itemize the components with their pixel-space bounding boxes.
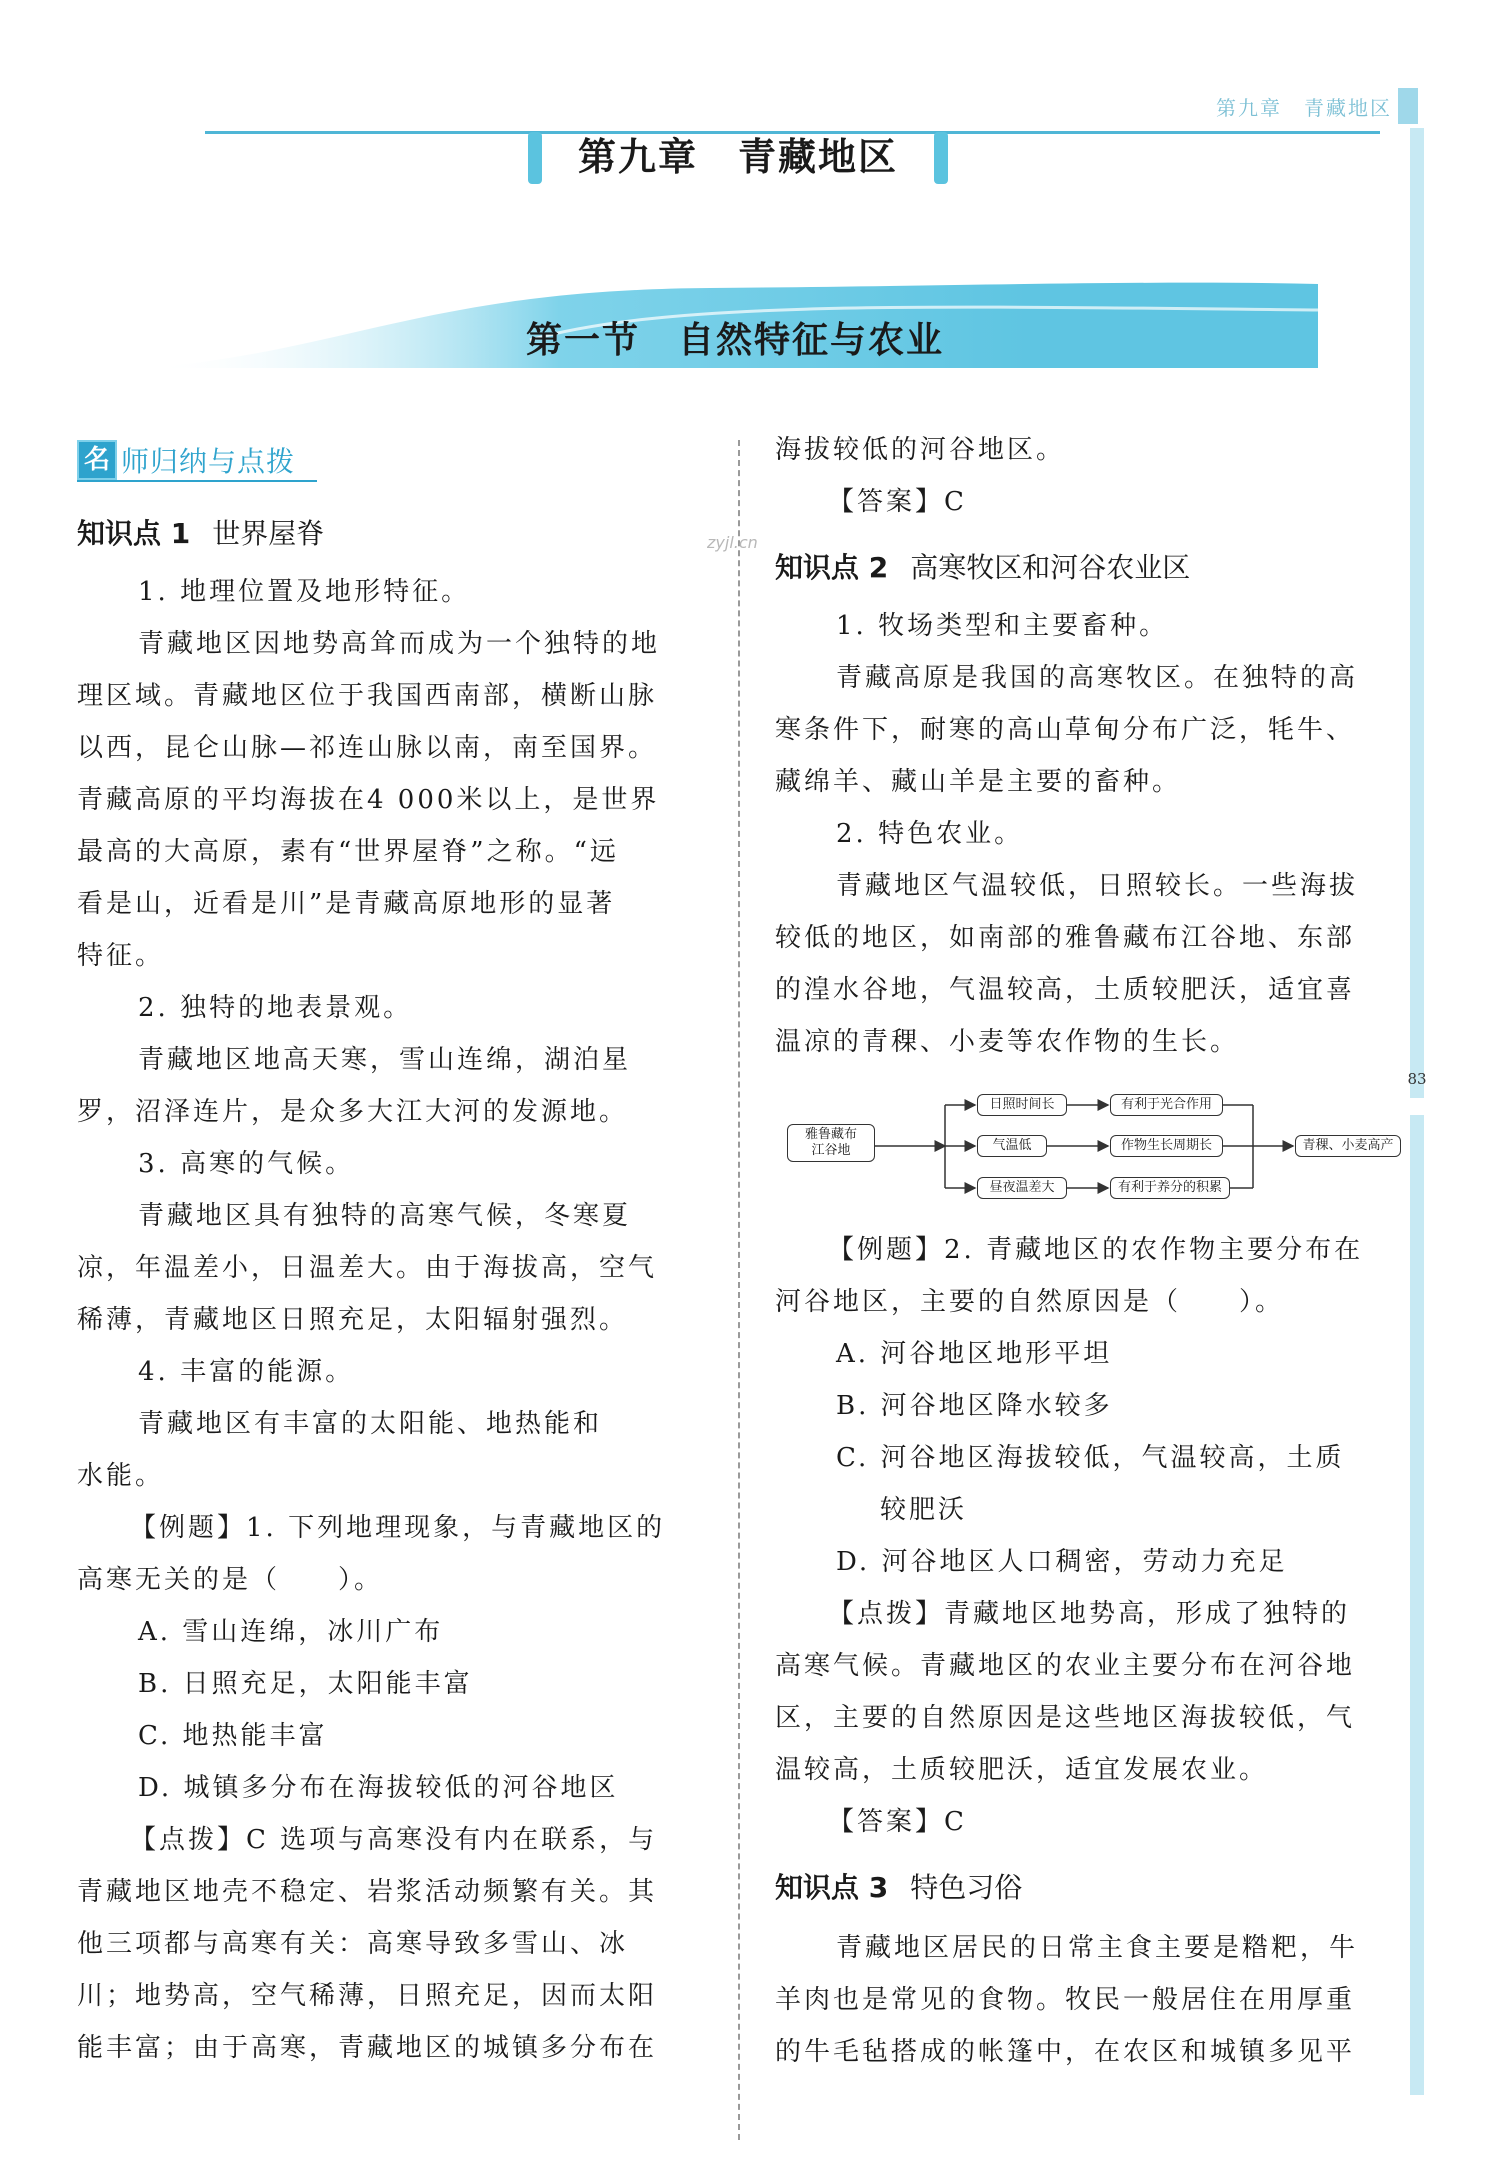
left-line: 以西，昆仑山脉—祁连山脉以南，南至国界。 [77, 733, 658, 763]
right-line: 2. 特色农业。 [836, 819, 1024, 849]
mingshi-badge: 名 [77, 440, 117, 480]
left-line: 特征。 [77, 941, 165, 971]
kp-title: 高寒牧区和河谷农业区 [910, 551, 1191, 584]
left-line: 青藏高原的平均海拔在4 000米以上，是世界 [77, 785, 660, 815]
margin-bar-top [1410, 128, 1424, 1098]
flow-source [787, 1124, 875, 1162]
left-line: 水能。 [77, 1461, 165, 1491]
right-cont-line: 海拔较低的河谷地区。 [775, 435, 1066, 465]
left-line: 青藏地区有丰富的太阳能、地热能和 [138, 1409, 603, 1439]
dianbo-1 [130, 1822, 657, 1858]
dianbo-tag: 【点拨】 [828, 1599, 945, 1629]
option-c: C. 河谷地区海拔较低，气温较高，土质 [836, 1443, 1345, 1473]
right-line: 羊肉也是常见的食物。牧民一般居住在用厚重 [775, 1985, 1356, 2015]
answer-1 [828, 484, 967, 520]
left-line: 罗，沼泽连片，是众多大江大河的发源地。 [77, 1097, 629, 1127]
answer-tag: 【答案】 [828, 1807, 945, 1837]
kp-label: 知识点 2 [775, 551, 889, 584]
dianbo-2 [828, 1596, 1350, 1632]
example-text: 2. 青藏地区的农作物主要分布在 [944, 1235, 1364, 1265]
right-line: 藏绵羊、藏山羊是主要的畜种。 [775, 767, 1182, 797]
answer-tag: 【答案】 [828, 487, 945, 517]
left-line: 稀薄，青藏地区日照充足，太阳辐射强烈。 [77, 1305, 629, 1335]
section-title: 第一节 自然特征与农业 [525, 320, 944, 361]
flow-effect-nutrients: 有利于养分的积累 [1110, 1177, 1230, 1199]
left-line: 3. 高寒的气候。 [138, 1149, 355, 1179]
flow-source-line1: 雅鲁藏布 [804, 1127, 857, 1142]
right-line: 青藏地区气温较低，日照较长。一些海拔 [836, 871, 1359, 901]
knowledge-point-3 [775, 1866, 1022, 1906]
right-line: 的湟水谷地，气温较高，土质较肥沃，适宜喜 [775, 975, 1356, 1005]
answer-value: C [944, 1807, 967, 1837]
dianbo-line: 他三项都与高寒有关：高寒导致多雪山、冰 [77, 1929, 629, 1959]
header-tab [1398, 88, 1418, 124]
flow-factor-sunshine: 日照时间长 [977, 1094, 1067, 1116]
option-c: C. 地热能丰富 [138, 1721, 328, 1751]
mingshi-heading [77, 440, 295, 480]
flow-diagram [785, 1080, 1400, 1220]
left-line: 最高的大高原，素有“世界屋脊”之称。“远 [77, 837, 619, 867]
dianbo-tag: 【点拨】 [130, 1825, 247, 1855]
left-line: 理区域。青藏地区位于我国西南部，横断山脉 [77, 681, 658, 711]
flow-source-line2: 江谷地 [811, 1143, 851, 1158]
right-line: 寒条件下，耐寒的高山草甸分布广泛，牦牛、 [775, 715, 1356, 745]
option-a: A. 雪山连绵，冰川广布 [138, 1617, 444, 1647]
kp-title: 世界屋脊 [212, 517, 325, 550]
option-b: B. 河谷地区降水较多 [836, 1391, 1113, 1421]
left-line: 看是山，近看是川”是青藏高原地形的显著 [77, 889, 616, 919]
kp-label: 知识点 3 [775, 1871, 889, 1904]
right-line: 较低的地区，如南部的雅鲁藏布江谷地、东部 [775, 923, 1356, 953]
example-text: 1. 下列地理现象，与青藏地区的 [246, 1513, 666, 1543]
page-number: 83 [1407, 1070, 1427, 1088]
right-line: 青藏地区居民的日常主食主要是糌粑，牛 [836, 1933, 1359, 1963]
dianbo-line: 区，主要的自然原因是这些地区海拔较低，气 [775, 1703, 1356, 1733]
kp-label: 知识点 1 [77, 517, 191, 550]
dianbo-line: 青藏地区地壳不稳定、岩浆活动频繁有关。其 [77, 1877, 658, 1907]
option-d: D. 河谷地区人口稠密，劳动力充足 [836, 1547, 1288, 1577]
left-line: 凉，年温差小，日温差大。由于海拔高，空气 [77, 1253, 658, 1283]
left-line: 2. 独特的地表景观。 [138, 993, 413, 1023]
knowledge-point-1 [77, 512, 324, 552]
dianbo-line: 温较高，土质较肥沃，适宜发展农业。 [775, 1755, 1269, 1785]
option-a: A. 河谷地区地形平坦 [836, 1339, 1113, 1369]
chapter-title: 第九章 青藏地区 [577, 135, 898, 179]
left-line: 青藏地区具有独特的高寒气候，冬寒夏 [138, 1201, 632, 1231]
example-tag: 【例题】 [828, 1235, 945, 1265]
mingshi-label: 师归纳与点拨 [121, 445, 296, 478]
example-2-question [828, 1232, 1363, 1268]
left-line: 青藏地区地高天寒，雪山连绵，湖泊星 [138, 1045, 632, 1075]
right-line: 青藏高原是我国的高寒牧区。在独特的高 [836, 663, 1359, 693]
example-1-question [130, 1510, 665, 1546]
left-line: 青藏地区因地势高耸而成为一个独特的地 [138, 629, 661, 659]
flow-result: 青稞、小麦高产 [1295, 1135, 1401, 1157]
left-line: 4. 丰富的能源。 [138, 1357, 355, 1387]
answer-value: C [944, 487, 967, 517]
example-2-line2: 河谷地区，主要的自然原因是（ ）。 [775, 1287, 1285, 1317]
example-tag: 【例题】 [130, 1513, 247, 1543]
right-line: 1. 牧场类型和主要畜种。 [836, 611, 1169, 641]
answer-2 [828, 1804, 967, 1840]
option-b: B. 日照充足，太阳能丰富 [138, 1669, 473, 1699]
left-line: 1. 地理位置及地形特征。 [138, 577, 471, 607]
flow-factor-diurnal-range: 昼夜温差大 [977, 1177, 1067, 1199]
option-c-cont: 较肥沃 [880, 1495, 968, 1525]
watermark: zyjl.cn [707, 533, 758, 552]
kp-title: 特色习俗 [910, 1871, 1023, 1904]
flow-effect-growth-period: 作物生长周期长 [1110, 1135, 1223, 1157]
dianbo-line: 能丰富；由于高寒，青藏地区的城镇多分布在 [77, 2033, 658, 2063]
knowledge-point-2 [775, 546, 1190, 586]
column-divider [738, 440, 740, 2140]
flow-effect-photosynthesis: 有利于光合作用 [1110, 1094, 1223, 1116]
example-1-line2: 高寒无关的是（ ）。 [77, 1565, 384, 1595]
running-header: 第九章 青藏地区 [1216, 96, 1392, 120]
dianbo-line: 高寒气候。青藏地区的农业主要分布在河谷地 [775, 1651, 1356, 1681]
mingshi-underline [77, 480, 317, 482]
flow-factor-temperature: 气温低 [977, 1135, 1047, 1157]
dianbo-text: C 选项与高寒没有内在联系，与 [246, 1825, 658, 1855]
margin-bar-bottom [1410, 1115, 1424, 2095]
dianbo-line: 川；地势高，空气稀薄，日照充足，因而太阳 [77, 1981, 658, 2011]
option-d: D. 城镇多分布在海拔较低的河谷地区 [138, 1773, 619, 1803]
right-line: 的牛毛毡搭成的帐篷中，在农区和城镇多见平 [775, 2037, 1356, 2067]
dianbo-text: 青藏地区地势高，形成了独特的 [944, 1599, 1351, 1629]
right-line: 温凉的青稞、小麦等农作物的生长。 [775, 1027, 1240, 1057]
